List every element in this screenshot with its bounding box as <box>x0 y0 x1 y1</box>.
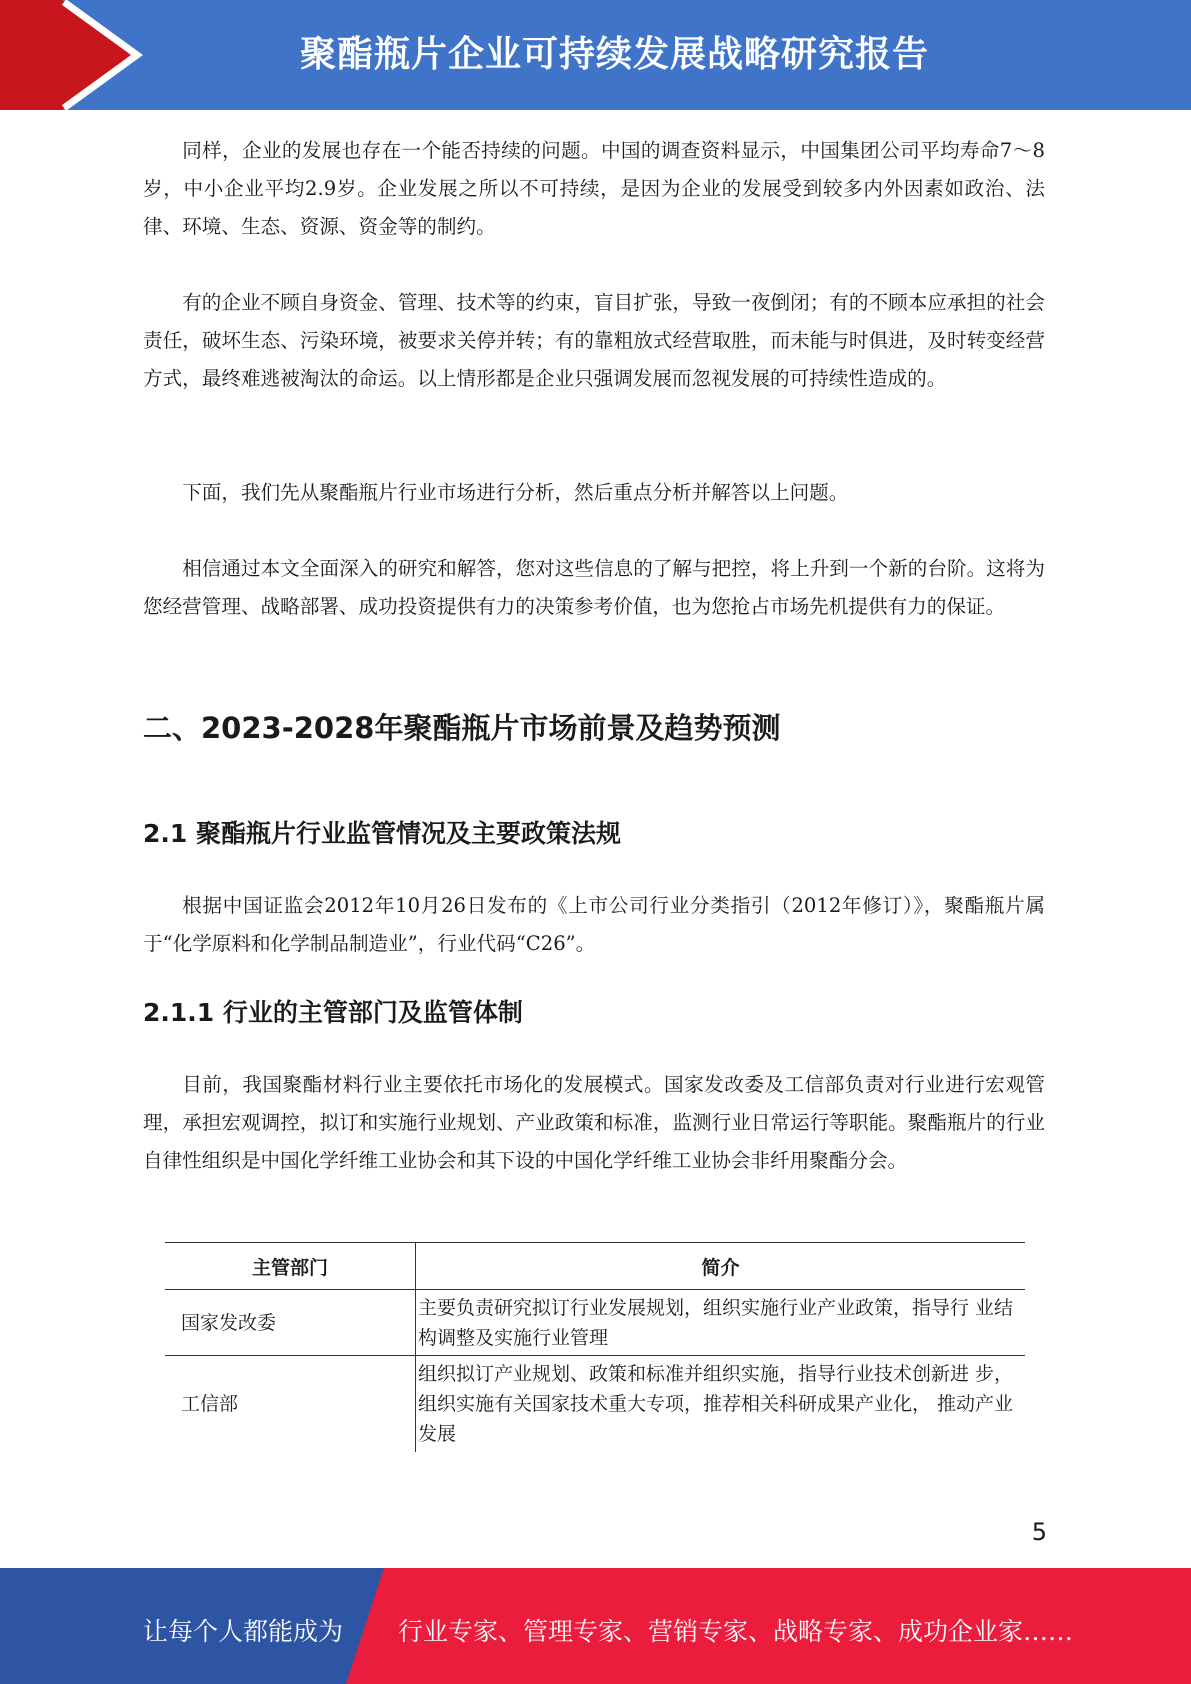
section-heading: 二、2023-2028年聚酯瓶片市场前景及趋势预测 <box>143 711 781 745</box>
table-cell-department: 工信部 <box>165 1356 416 1452</box>
table-cell-description: 组织拟订产业规划、政策和标准并组织实施，指导行业技术创新进 步，组织实施有关国家技术重大专项，推荐相关科研成果产业化， 推动产业发展 <box>418 1362 1014 1445</box>
paragraph-3: 下面，我们先从聚酯瓶片行业市场进行分析，然后重点分析并解答以上问题。 <box>182 481 849 504</box>
footer-slogan-left: 让每个人都能成为 <box>143 1617 344 1646</box>
paragraph-1: 同样，企业的发展也存在一个能否持续的问题。中国的调查资料显示，中国集团公司平均寿命7～8岁，中小企业平均2.9岁。企业发展之所以不可持续，是因为企业的发展受到较多内外因素如政治、法律、环境、生态、资源、资金等的制约。 <box>143 139 1045 238</box>
table-row <box>165 1290 1025 1356</box>
regulator-table <box>165 1242 1025 1452</box>
page-number: 5 <box>1031 1518 1047 1546</box>
subsection-heading: 2.1 聚酯瓶片行业监管情况及主要政策法规 <box>143 819 621 848</box>
header-banner <box>0 0 1191 110</box>
report-title: 聚酯瓶片企业可持续发展战略研究报告 <box>300 34 930 75</box>
paragraph-4: 相信通过本文全面深入的研究和解答，您对这些信息的了解与把控，将上升到一个新的台阶。这将为您经营管理、战略部署、成功投资提供有力的决策参考价值，也为您抢占市场先机提供有力的保证。 <box>143 557 1045 618</box>
subsubsection-paragraph: 目前，我国聚酯材料行业主要依托市场化的发展模式。国家发改委及工信部负责对行业进行宏观管理，承担宏观调控，拟订和实施行业规划、产业政策和标准，监测行业日常运行等职能。聚酯瓶片的行业自律性组织是中国化学纤维工业协会和其下设的中国化学纤维工业协会非纤用聚酯分会。 <box>143 1073 1045 1172</box>
subsubsection-heading: 2.1.1 行业的主管部门及监管体制 <box>143 998 523 1027</box>
table-row <box>165 1356 1025 1452</box>
paragraph-2: 有的企业不顾自身资金、管理、技术等的约束，盲目扩张，导致一夜倒闭；有的不顾本应承担的社会责任，破坏生态、污染环境，被要求关停并转；有的靠粗放式经营取胜，而未能与时俱进，及时转变经营方式，最终难逃被淘汰的命运。以上情形都是企业只强调发展而忽视发展的可持续性造成的。 <box>143 291 1045 390</box>
table-header-cell: 简介 <box>416 1243 1026 1290</box>
table-header-row <box>165 1243 1025 1290</box>
table-cell-description: 主要负责研究拟订行业发展规划，组织实施行业产业政策，指导行 业结构调整及实施行业管理 <box>416 1290 1026 1356</box>
table-header-cell: 主管部门 <box>165 1243 416 1290</box>
subsection-paragraph: 根据中国证监会2012年10月26日发布的《上市公司行业分类指引（2012年修订）》，聚酯瓶片属于“化学原料和化学制品制造业”，行业代码“C26”。 <box>143 894 1045 955</box>
table-cell-department: 国家发改委 <box>165 1290 416 1356</box>
footer-banner <box>0 1568 1191 1684</box>
footer-slogan-right: 行业专家、管理专家、营销专家、战略专家、成功企业家…… <box>398 1617 1074 1646</box>
